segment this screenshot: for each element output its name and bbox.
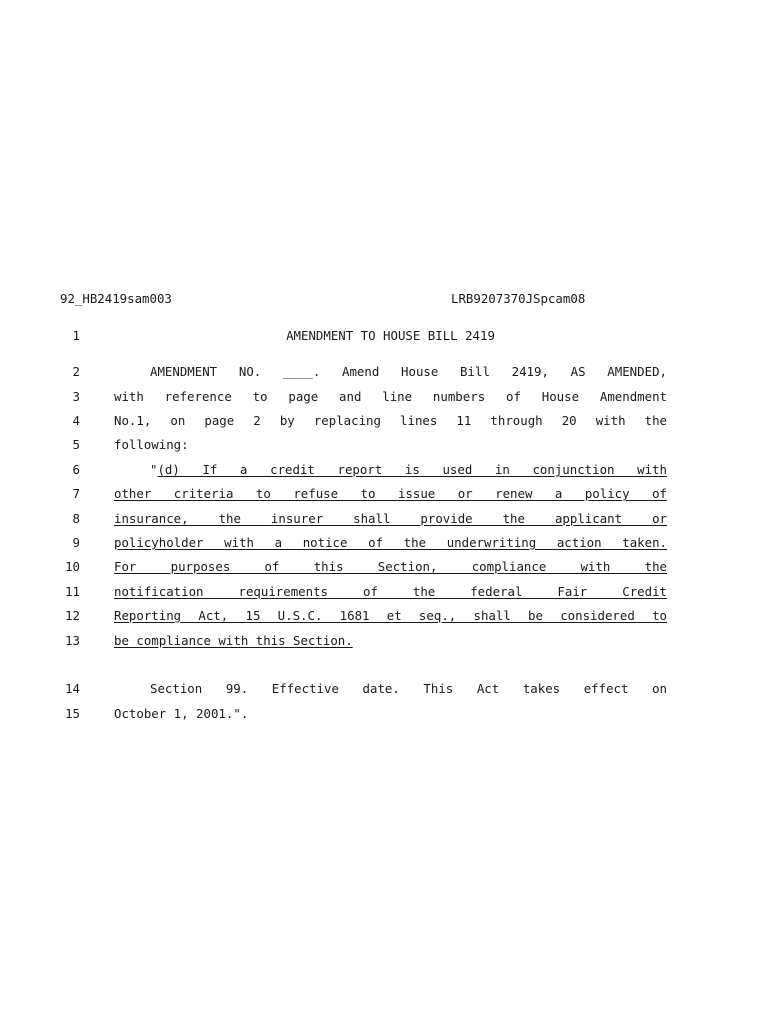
open-quote: " <box>150 462 158 477</box>
inserted-text: For purposes of this Section, compliance with the <box>114 559 667 574</box>
line-6 <box>0 462 770 482</box>
line-1 <box>0 328 770 348</box>
line-text: Section 99. Effective date. This Act takes effect on <box>150 681 667 696</box>
line-text <box>150 462 667 477</box>
line-13 <box>0 633 770 653</box>
line-7 <box>0 486 770 506</box>
line-text: No.1, on page 2 by replacing lines 11 through 20 with the <box>114 413 667 428</box>
line-number: 12 <box>65 608 80 623</box>
line-number: 14 <box>65 681 80 696</box>
line-5 <box>0 437 770 457</box>
line-number: 13 <box>65 633 80 648</box>
inserted-text: other criteria to refuse to issue or renew a policy of <box>114 486 667 501</box>
line-number: 9 <box>72 535 80 550</box>
line-2 <box>0 364 770 384</box>
inserted-text: (d) If a credit report is used in conjunction with <box>157 462 667 477</box>
line-3 <box>0 389 770 409</box>
inserted-text: notification requirements of the federal Fair Credit <box>114 584 667 599</box>
line-8 <box>0 511 770 531</box>
inserted-text: be compliance with this Section. <box>114 633 353 648</box>
line-number: 11 <box>65 584 80 599</box>
line-number: 7 <box>72 486 80 501</box>
line-14 <box>0 681 770 701</box>
inserted-text: Reporting Act, 15 U.S.C. 1681 et seq., shall be considered to <box>114 608 667 623</box>
line-number: 10 <box>65 559 80 574</box>
line-4 <box>0 413 770 433</box>
amendment-title: AMENDMENT TO HOUSE BILL 2419 <box>286 328 495 343</box>
document-id: 92_HB2419sam003 <box>60 291 172 306</box>
line-10 <box>0 559 770 579</box>
line-number: 15 <box>65 706 80 721</box>
line-15 <box>0 706 770 726</box>
line-number: 3 <box>72 389 80 404</box>
line-number: 4 <box>72 413 80 428</box>
line-text: October 1, 2001.". <box>114 706 249 721</box>
line-9 <box>0 535 770 555</box>
line-number: 2 <box>72 364 80 379</box>
line-number: 6 <box>72 462 80 477</box>
line-12 <box>0 608 770 628</box>
line-text: with reference to page and line numbers of House Amendment <box>114 389 667 404</box>
inserted-text: insurance, the insurer shall provide the applicant or <box>114 511 667 526</box>
line-number: 5 <box>72 437 80 452</box>
line-number: 8 <box>72 511 80 526</box>
line-11 <box>0 584 770 604</box>
inserted-text: policyholder with a notice of the underwriting action taken. <box>114 535 667 550</box>
line-text: following: <box>114 437 189 452</box>
lrb-number: LRB9207370JSpcam08 <box>451 291 586 306</box>
line-text: AMENDMENT NO. ____. Amend House Bill 2419, AS AMENDED, <box>150 364 667 379</box>
line-number: 1 <box>72 328 80 343</box>
